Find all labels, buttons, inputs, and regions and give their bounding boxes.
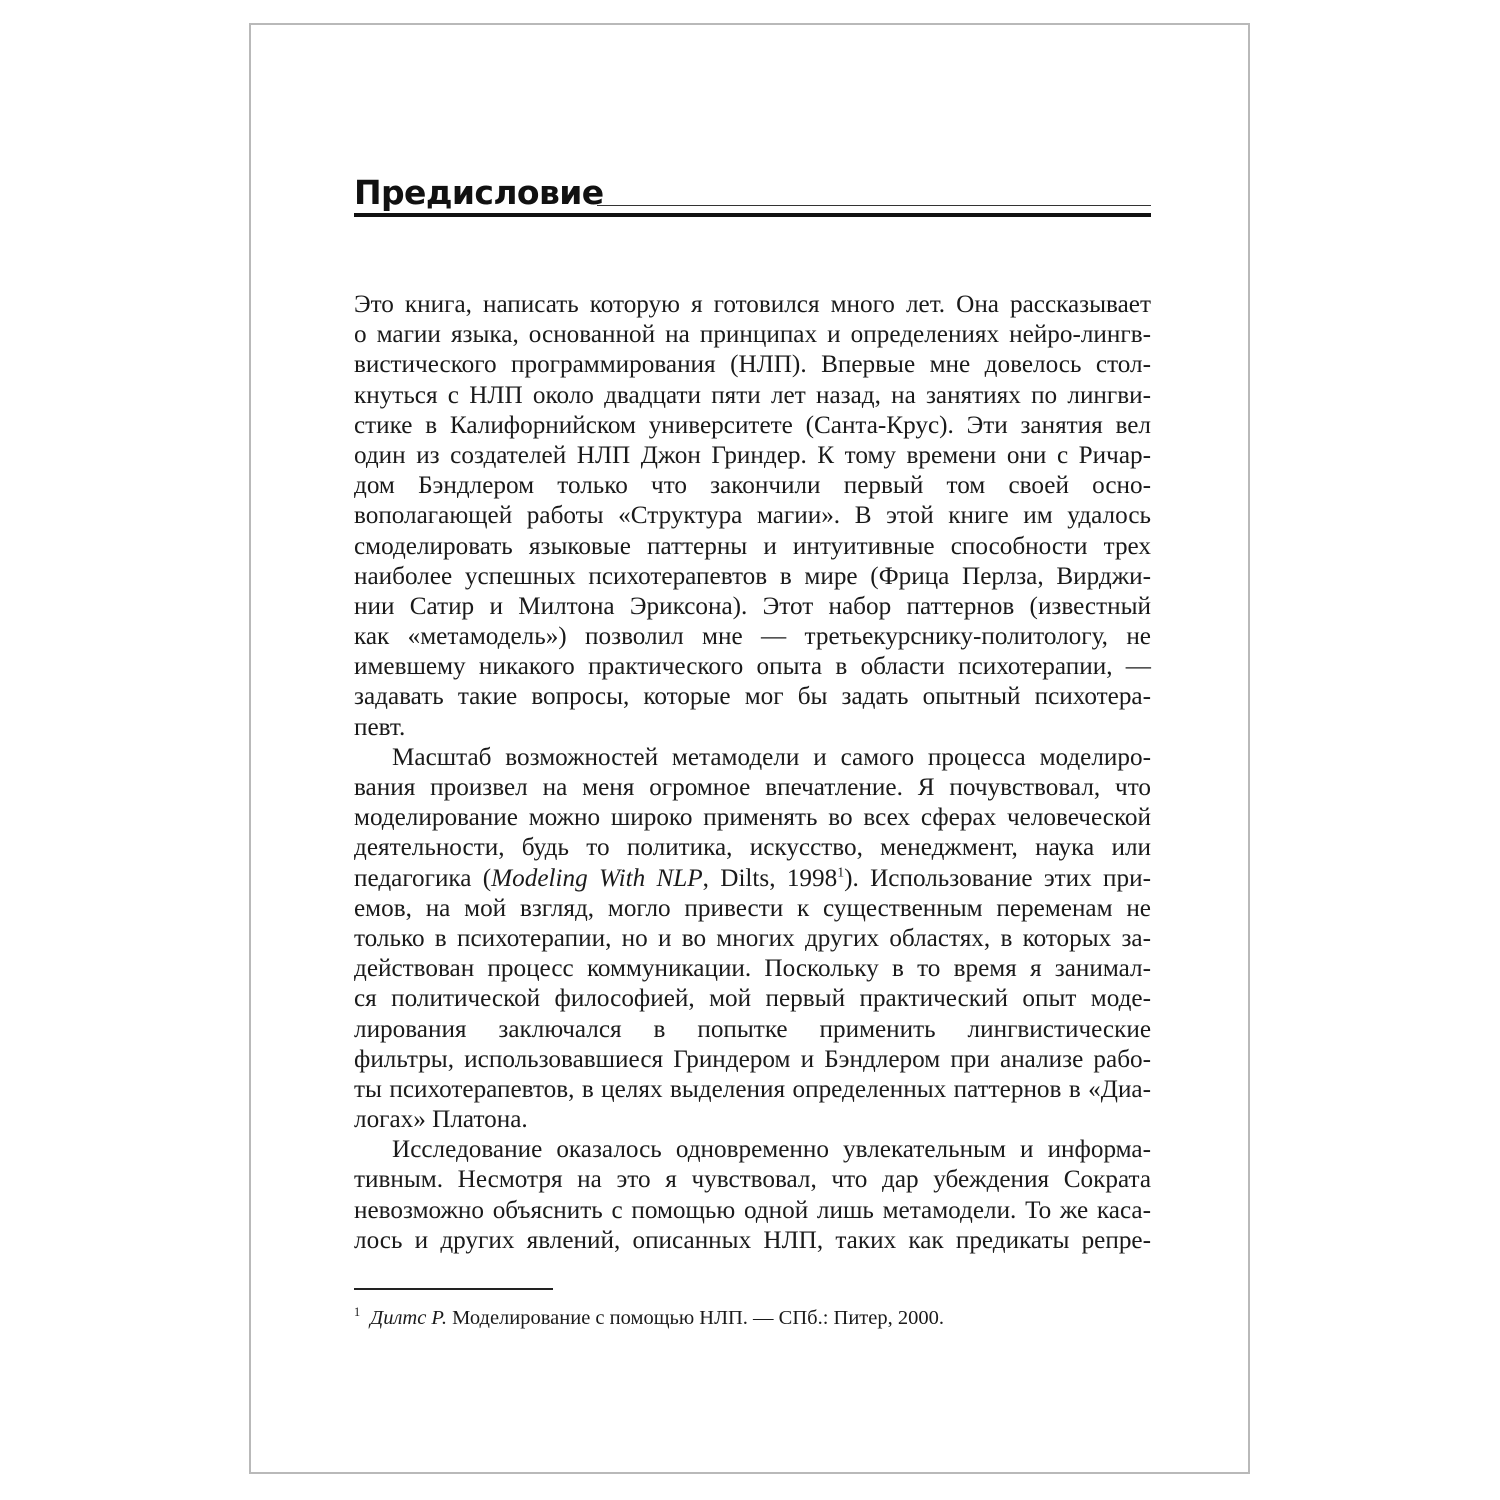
book-title-italic: Modeling With NLP — [491, 864, 703, 892]
footnote-author: Дилтс Р. — [370, 1306, 448, 1329]
text-line: один из создателей НЛП Джон Гриндер. К тому времени они с Ричар- — [354, 441, 1151, 469]
text-line: деятельности, будь то политика, искусство, менеджмент, наука или — [354, 834, 1151, 862]
text-line: тивным. Несмотря на это я чувствовал, что дар убеждения Сократа — [354, 1166, 1151, 1194]
book-page — [249, 23, 1250, 1474]
text-line: задавать такие вопросы, которые мог бы задать опытный психотера- — [354, 683, 1151, 711]
citation-prefix: педагогика ( — [354, 864, 492, 892]
text-line: наиболее успешных психотерапевтов в мире (Фрица Перлза, Вирджи- — [354, 562, 1151, 590]
footnote-text: Моделирование с помощью НЛП. — СПб.: Питер, 2000. — [447, 1306, 944, 1329]
text-line: нии Сатир и Милтона Эриксона). Этот набор паттернов (известный — [354, 592, 1151, 620]
text-line: как «метамодель») позволил мне — третьекурснику-политологу, не — [354, 623, 1151, 651]
text-line: стике в Калифорнийском университете (Санта-Крус). Эти занятия вел — [354, 411, 1151, 439]
footnote-reference: 1 — [837, 864, 845, 880]
citation-suffix: ). Использование этих при- — [844, 864, 1151, 892]
text-line: имевшему никакого практического опыта в области психотерапии, — — [354, 653, 1151, 681]
text-line: лирования заключался в попытке применить лингвистические — [354, 1015, 1151, 1043]
text-line: смоделировать языковые паттерны и интуитивные способности трех — [354, 532, 1151, 560]
paragraph-1 — [354, 290, 1151, 743]
text-line: вистического программирования (НЛП). Впервые мне довелось стол- — [354, 351, 1151, 379]
chapter-title: Предисловие — [354, 173, 604, 212]
text-line: о магии языка, основанной на принципах и определениях нейро-лингв- — [354, 321, 1151, 349]
text-line: действован процесс коммуникации. Поскольку в то время я занимал- — [354, 955, 1151, 983]
text-line: только в психотерапии, но и во многих других областях, в которых за- — [354, 924, 1151, 952]
text-line: фильтры, использовавшиеся Гриндером и Бэндлером при анализе рабо- — [354, 1045, 1151, 1073]
paragraph-2 — [354, 743, 1151, 1135]
text-line: ся политической философией, мой первый практический опыт моде- — [354, 985, 1151, 1013]
text-line: Масштаб возможностей метамодели и самого процесса моделиро- — [392, 743, 1151, 771]
paragraph-3 — [354, 1135, 1151, 1256]
heading-thick-rule — [354, 213, 1151, 217]
text-line: дом Бэндлером только что закончили первый том своей осно- — [354, 472, 1151, 500]
text-line: кнуться с НЛП около двадцати пяти лет назад, на занятиях по лингви- — [354, 381, 1151, 409]
text-line: моделирование можно широко применять во всех сферах человеческой — [354, 804, 1151, 832]
body-text — [354, 290, 1151, 1256]
footnote-number: 1 — [354, 1305, 361, 1319]
text-line: ты психотерапевтов, в целях выделения определенных паттернов в «Диа- — [354, 1075, 1151, 1103]
text-line: Исследование оказалось одновременно увлекательным и информа- — [392, 1136, 1151, 1164]
text-line: вания произвел на меня огромное впечатление. Я почувствовал, что — [354, 774, 1151, 801]
heading-thin-rule — [597, 205, 1151, 206]
text-line: вополагающей работы «Структура магии». В этой книге им удалось — [354, 502, 1151, 530]
citation-author-year: , Dilts, 1998 — [702, 864, 838, 892]
footnote — [354, 1298, 1151, 1332]
text-line: лось и других явлений, описанных НЛП, таких как предикаты репре- — [354, 1226, 1151, 1254]
text-line: невозможно объяснить с помощью одной лишь метамодели. То же каса- — [354, 1196, 1151, 1224]
text-line: логах» Платона. — [354, 1106, 528, 1134]
text-line-with-citation — [354, 864, 1151, 894]
text-line: Это книга, написать которую я готовился много лет. Она рассказывает — [354, 291, 1151, 318]
footnote-separator — [354, 1288, 553, 1290]
chapter-heading — [354, 169, 1151, 221]
text-line: емов, на мой взгляд, могло привести к существенным переменам не — [354, 894, 1151, 922]
text-line: певт. — [354, 713, 406, 741]
